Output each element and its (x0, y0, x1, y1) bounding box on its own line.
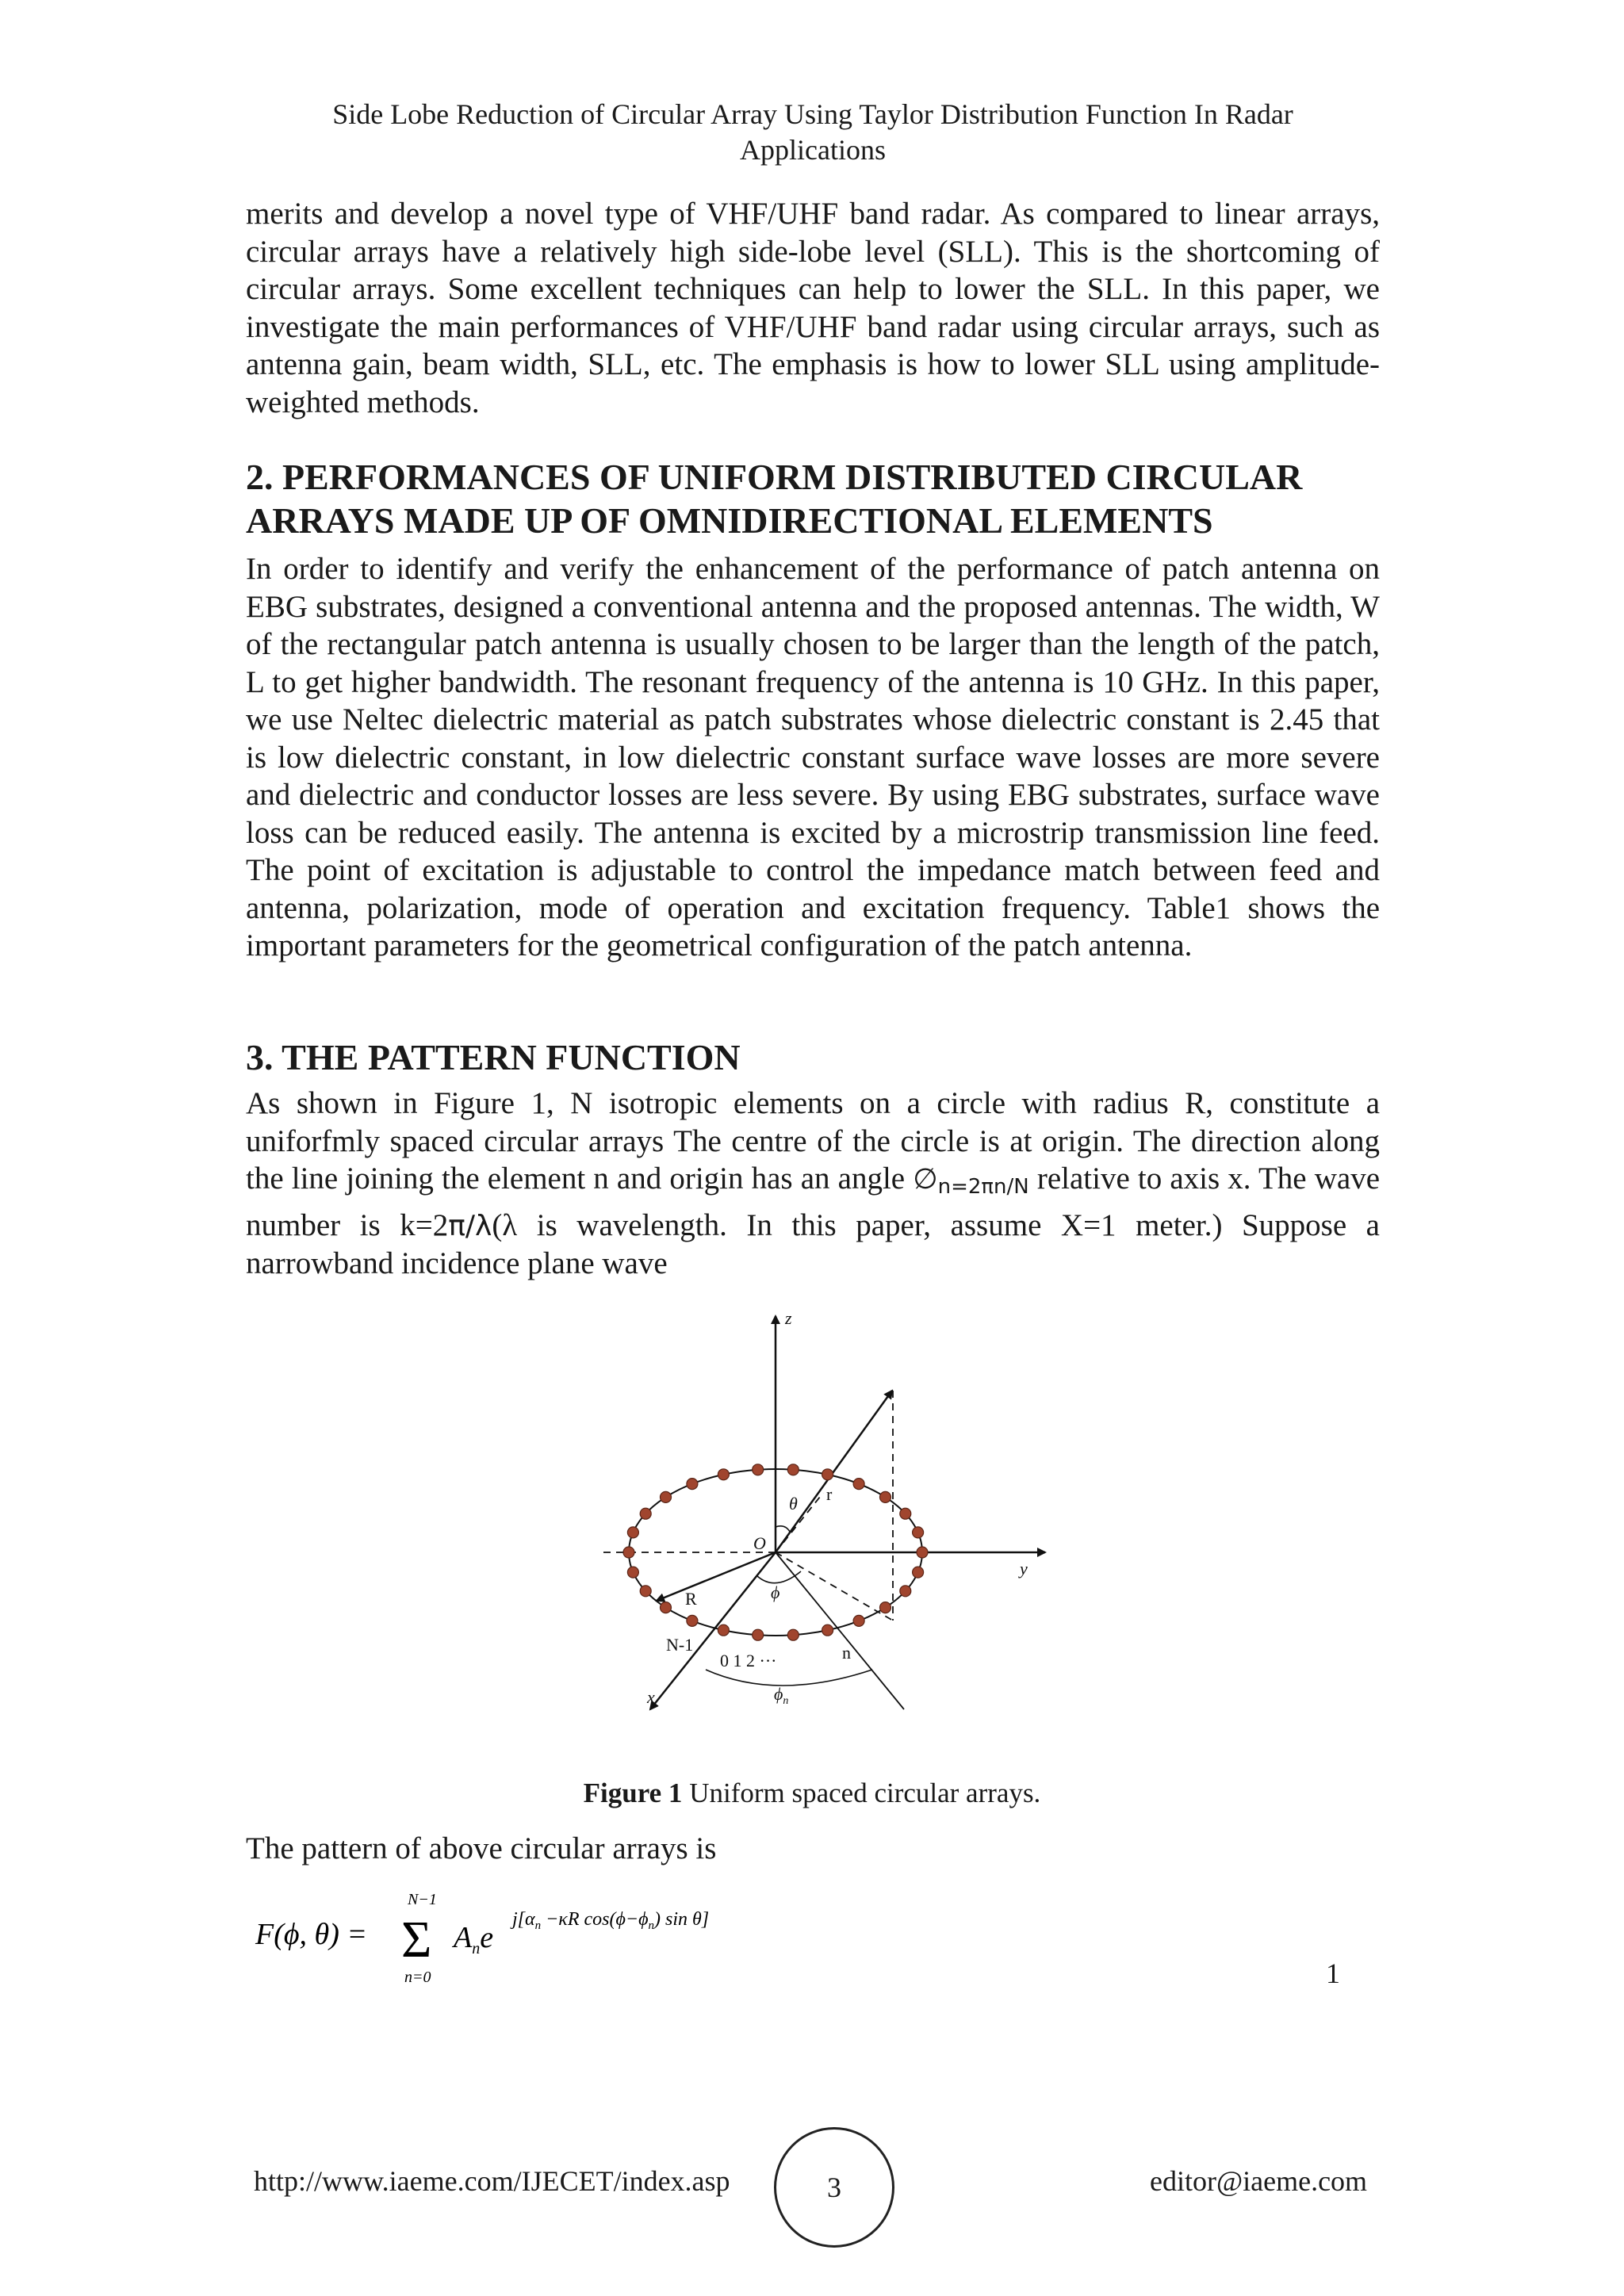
array-element-dot (917, 1547, 928, 1558)
figure-caption-text: Uniform spaced circular arrays. (682, 1777, 1041, 1808)
circular-array-diagram (571, 1297, 1078, 1749)
y-axis-label: y (1020, 1559, 1028, 1578)
origin-label: O (753, 1533, 766, 1553)
section-2-paragraph: In order to identify and verify the enhancement of the performance of patch antenna on EBG substrates, designed a conventional antenna and the proposed antennas. The width, W of the rectangular patch antenna is usually chosen to be larger than the length of the patch, L to get higher bandwidth. The resonant frequency of the antenna is 10 GHz. In this paper, we use Neltec dielectric material as patch substrates whose dielectric constant is 2.45 that is low dielectric constant, in low dielectric constant surface wave losses are more severe and dielectric and conductor losses are less severe. By using EBG substrates, surface wave loss can be reduced easily. The antenna is excited by a microstrip transmission line feed. The point of excitation is adjustable to control the impedance match between feed and antenna, polarization, mode of operation and excitation frequency. Table1 shows the important parameters for the geometrical configuration of the patch antenna. (246, 552, 1380, 962)
page-number: 3 (827, 2172, 841, 2203)
section-2-heading (246, 455, 1380, 542)
array-element-dot (753, 1464, 764, 1475)
array-element-dot (753, 1629, 764, 1640)
running-head-line1: Side Lobe Reduction of Circular Array Using Taylor Distribution Function In Radar (332, 98, 1293, 130)
section-3-paragraph (246, 1085, 1380, 1283)
section-2-heading-line1: 2. PERFORMANCES OF UNIFORM DISTRIBUTED CIRCULAR (246, 457, 1303, 497)
phi-arc (757, 1571, 801, 1583)
projection-to-origin (776, 1552, 893, 1621)
equation-lead-text: The pattern of above circular arrays is (246, 1831, 717, 1866)
section-3-heading: 3. THE PATTERN FUNCTION (246, 1037, 741, 1077)
section-3-text-1: As shown in Figure 1, N isotropic elements on a circle with radius R, constitute a uniforfmly spaced circular arrays The centre of the circle is at origin. The direction along the line joining the element n and origin has an angle (246, 1086, 1380, 1196)
array-element-dot (687, 1479, 698, 1490)
angle-subscript: n=2πn/N (937, 1175, 1029, 1199)
n-element-label: n (842, 1643, 851, 1663)
z-axis-label: z (785, 1308, 792, 1328)
equation-sum-symbol: Σ (401, 1911, 432, 1969)
slash-symbol: / (465, 1209, 476, 1242)
equation-exponent-sub1: n (534, 1919, 542, 1932)
array-element-dot (661, 1602, 672, 1613)
footer-url-link[interactable]: http://www.iaeme.com/IJECET/index.asp (254, 2165, 730, 2197)
array-element-dot (913, 1567, 924, 1578)
phi-n-symbol: ϕ (774, 1684, 783, 1704)
array-element-dot (687, 1615, 698, 1626)
equation-exp-base: e (480, 1921, 494, 1954)
array-element-dot (900, 1586, 911, 1597)
theta-arc (776, 1526, 790, 1532)
equation-lower-limit: n=0 (404, 1969, 431, 1986)
phi-n-arc (706, 1670, 872, 1686)
array-element-dot (640, 1586, 651, 1597)
array-element-dot (787, 1629, 799, 1640)
array-element-dot (640, 1508, 651, 1519)
array-element-dot (661, 1491, 672, 1502)
array-element-dot (718, 1469, 729, 1480)
radius-label: R (685, 1589, 697, 1609)
array-element-dot (718, 1624, 729, 1636)
phi-n-subscript: n (783, 1695, 789, 1707)
array-element-dot (880, 1602, 891, 1613)
array-element-dot (822, 1469, 833, 1480)
footer-email-link[interactable]: editor@iaeme.com (1150, 2165, 1368, 2197)
equation-number: 1 (1326, 1957, 1340, 1989)
array-element-dot (880, 1491, 891, 1502)
phi-n-label (774, 1684, 788, 1707)
r-label: r (826, 1484, 833, 1504)
equation-exponent-part2: −κR cos(ϕ−ϕ (541, 1909, 649, 1930)
circular-array-figure (571, 1297, 1078, 1749)
n-minus-1-label: N-1 (666, 1635, 694, 1655)
array-element-dot (787, 1464, 799, 1475)
theta-label: θ (789, 1494, 798, 1513)
section-3-text-3: (λ is wavelength. In this paper, assume X=1 meter.) Suppose a narrowband incidence plane wave (246, 1207, 1380, 1280)
array-element-dot (623, 1547, 634, 1558)
array-element-dot (627, 1567, 638, 1578)
array-element-dot (822, 1624, 833, 1636)
equation-term (451, 1921, 493, 1957)
equation-term-subscript: n (472, 1940, 481, 1957)
phi-label: ϕ (771, 1582, 780, 1602)
running-head-line2: Applications (740, 134, 886, 166)
section-3-text-2: relative to axis x. The wave number is k=2 (246, 1161, 1381, 1242)
array-element-dot (853, 1479, 864, 1490)
equation-exponent-part1: j[α (512, 1909, 535, 1930)
intro-paragraph: merits and develop a novel type of VHF/UHF band radar. As compared to linear arrays, circular arrays have a relatively high side-lobe level (SLL). This is the shortcoming of circular arrays. Some excellent techniques can help to lower the SLL. In this paper, we investigate the main performances of VHF/UHF band radar using circular arrays, such as antenna gain, beam width, SLL, etc. The emphasis is how to lower SLL using amplitude-weighted methods. (246, 197, 1380, 419)
equation-term-a: A (454, 1921, 473, 1954)
figure-caption (0, 1776, 1624, 1811)
equation-lhs: F(ϕ, θ) = (255, 1918, 367, 1951)
pi-symbol: π (448, 1209, 465, 1242)
array-element-dot (853, 1615, 864, 1626)
page-number-badge (774, 2127, 894, 2248)
equation-exponent (510, 1909, 709, 1932)
running-head (246, 97, 1380, 168)
x-axis-label: x (647, 1687, 655, 1707)
element-index-labels: 0 1 2 ··· (720, 1651, 777, 1670)
equation-exponent-part3: ) sin θ] (654, 1909, 710, 1930)
array-element-dot (627, 1527, 638, 1538)
lambda-symbol: λ (475, 1209, 492, 1242)
section-2-heading-line2: ARRAYS MADE UP OF OMNIDIRECTIONAL ELEMENTS (246, 500, 1213, 541)
equation-upper-limit: N−1 (408, 1891, 437, 1908)
figure-caption-label: Figure 1 (583, 1777, 683, 1808)
angle-symbol: ∅ (913, 1163, 938, 1196)
array-element-dot (913, 1527, 924, 1538)
array-element-dot (900, 1508, 911, 1519)
equation-exponent-sub2: n (648, 1919, 655, 1932)
pattern-equation (251, 1885, 853, 1988)
